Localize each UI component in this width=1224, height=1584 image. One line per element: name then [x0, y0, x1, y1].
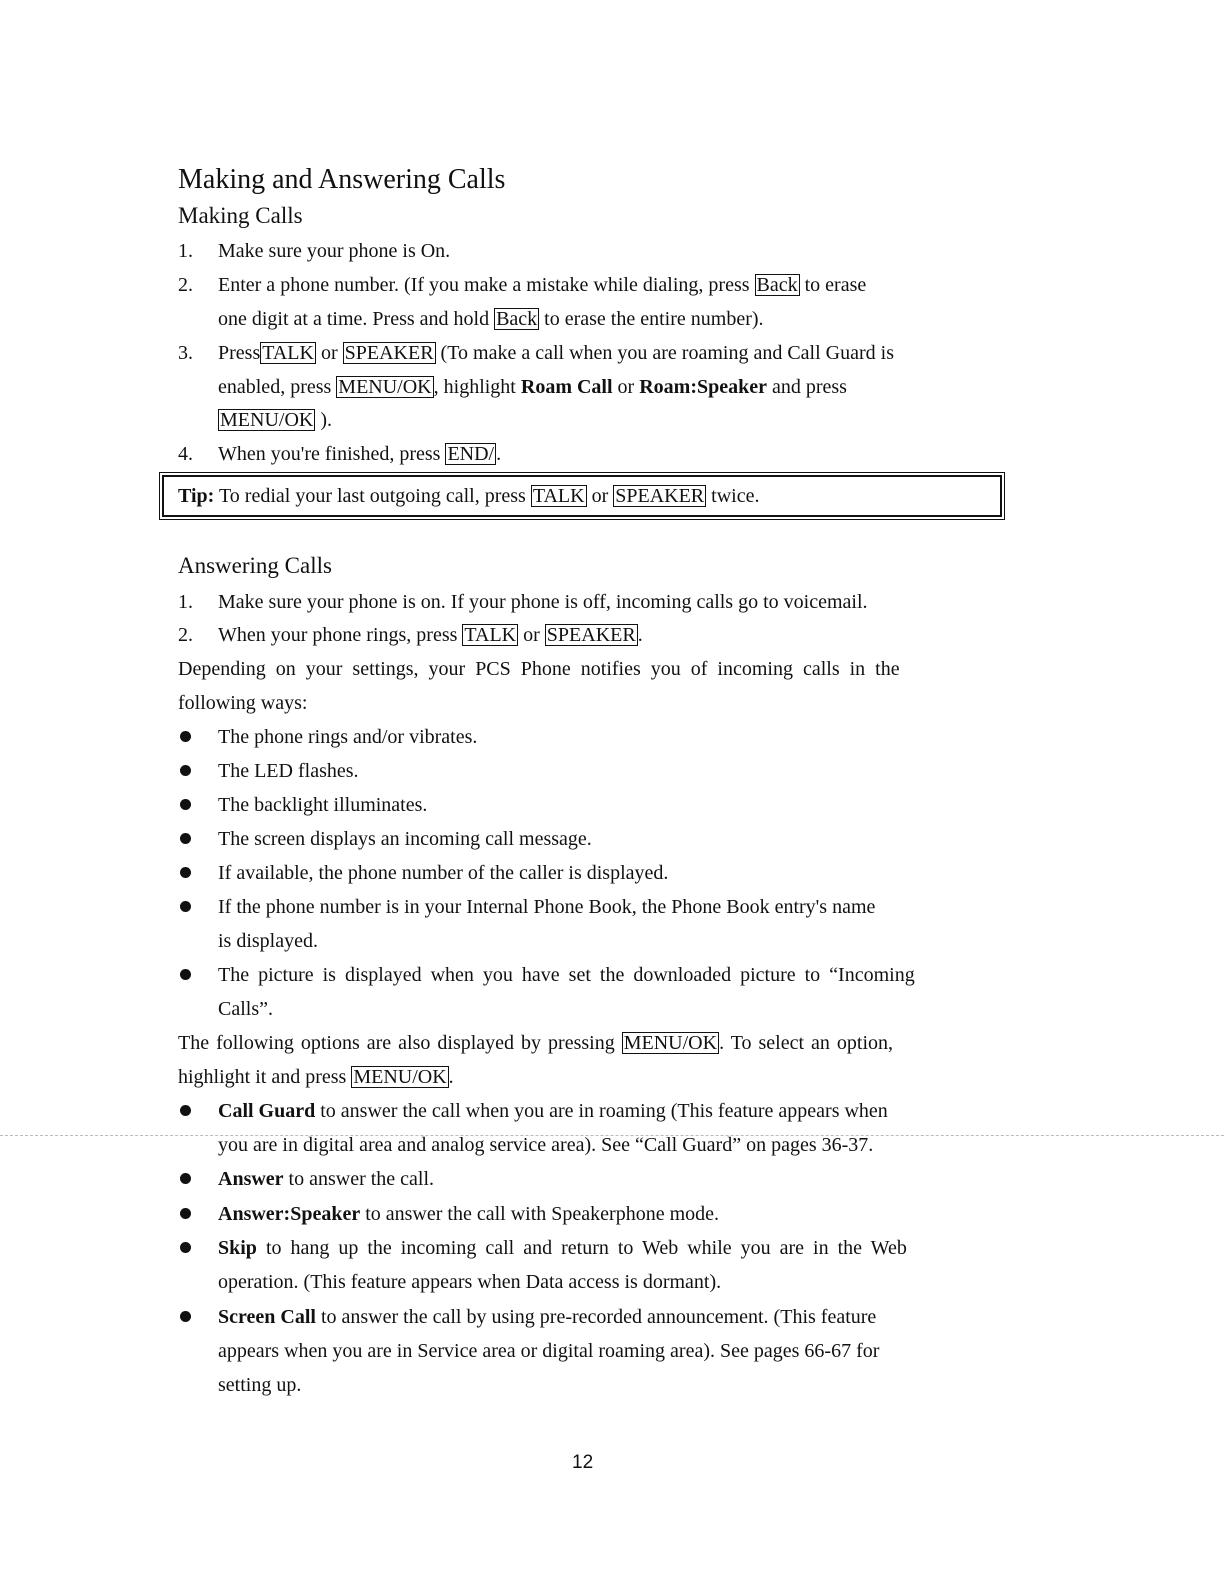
- step-number: 2.: [178, 274, 193, 296]
- menu-ok-key: MENU/OK: [338, 376, 432, 398]
- bullet-icon: [180, 1208, 191, 1219]
- menu-ok-key: MENU/OK: [353, 1066, 447, 1088]
- option-text: you are in digital area and analog service area). See “Call Guard” on pages 36-37.: [218, 1134, 874, 1156]
- page-title: Making and Answering Calls: [178, 164, 506, 195]
- paragraph-line: following ways:: [178, 692, 308, 714]
- step-number: 1.: [178, 591, 193, 613]
- step-text: one digit at a time. Press and hold Back to erase the entire number).: [218, 308, 764, 330]
- end-key: END/: [447, 443, 495, 465]
- paragraph-line: Depending on your settings, your PCS Phone notifies you of incoming calls in the: [178, 658, 900, 680]
- step-text: Enter a phone number. (If you make a mistake while dialing, press Back to erase: [218, 274, 867, 296]
- bullet-text: If the phone number is in your Internal Phone Book, the Phone Book entry's name: [218, 896, 876, 918]
- option-text: Answer to answer the call.: [218, 1168, 435, 1190]
- talk-key: TALK: [464, 624, 517, 646]
- step-number: 2.: [178, 624, 193, 646]
- bullet-icon: [180, 765, 191, 776]
- option-text: Answer:Speaker to answer the call with Speakerphone mode.: [218, 1203, 719, 1225]
- bullet-text: If available, the phone number of the caller is displayed.: [218, 862, 669, 884]
- bullet-text: is displayed.: [218, 930, 318, 952]
- bullet-icon: [180, 867, 191, 878]
- step-text: When you're finished, press END/ .: [218, 443, 502, 465]
- step-text: When your phone rings, press TALK or SPEAKER .: [218, 624, 643, 646]
- bullet-text: The screen displays an incoming call message.: [218, 828, 592, 850]
- page-number: 12: [572, 1452, 594, 1473]
- tip-label: Tip:: [178, 485, 215, 507]
- option-text: Screen Call to answer the call by using pre-recorded announcement. (This feature: [218, 1306, 877, 1328]
- option-text: appears when you are in Service area or digital roaming area). See pages 66-67 for: [218, 1340, 880, 1362]
- bullet-icon: [180, 1105, 191, 1116]
- speaker-key: SPEAKER: [546, 624, 636, 646]
- step-number: 3.: [178, 342, 193, 364]
- talk-key: TALK: [262, 342, 314, 364]
- step-text: enabled, press MENU/OK , highlight Roam Call or Roam:Speaker and press: [218, 376, 847, 398]
- bullet-text: Calls”.: [218, 998, 273, 1020]
- option-text: Skip to hang up the incoming call and return to Web while you are in the Web: [218, 1237, 907, 1259]
- paragraph-line: highlight it and press MENU/OK .: [178, 1066, 454, 1088]
- talk-key: TALK: [532, 485, 585, 507]
- bullet-text: The picture is displayed when you have set the downloaded picture to “Incoming: [218, 964, 915, 986]
- back-key: Back: [496, 308, 538, 330]
- option-text: operation. (This feature appears when Data access is dormant).: [218, 1271, 722, 1293]
- bullet-icon: [180, 799, 191, 810]
- bullet-text: The backlight illuminates.: [218, 794, 428, 816]
- bullet-icon: [180, 1173, 191, 1184]
- section-heading-making-calls: Making Calls: [178, 203, 303, 228]
- option-text: Call Guard to answer the call when you are in roaming (This feature appears when: [218, 1100, 888, 1122]
- bullet-icon: [180, 901, 191, 912]
- step-text: MENU/OK ).: [220, 409, 333, 431]
- scan-rule: [0, 1135, 1224, 1136]
- step-text: Make sure your phone is on. If your phone is off, incoming calls go to voicemail.: [218, 591, 868, 613]
- paragraph-line: The following options are also displayed by pressing MENU/OK . To select an option,: [178, 1032, 894, 1054]
- bullet-icon: [180, 731, 191, 742]
- speaker-key: SPEAKER: [344, 342, 434, 364]
- step-text: Make sure your phone is On.: [218, 240, 451, 262]
- step-number: 4.: [178, 443, 193, 465]
- bullet-icon: [180, 833, 191, 844]
- option-text: setting up.: [218, 1374, 302, 1396]
- bullet-text: The LED flashes.: [218, 760, 359, 782]
- bullet-text: The phone rings and/or vibrates.: [218, 726, 478, 748]
- speaker-key: SPEAKER: [615, 485, 705, 507]
- bullet-icon: [180, 969, 191, 980]
- back-key: Back: [756, 274, 798, 296]
- tip-box: [162, 475, 1002, 517]
- menu-ok-key: MENU/OK: [623, 1032, 718, 1054]
- step-number: 1.: [178, 240, 193, 262]
- tip-text: Tip: To redial your last outgoing call, press TALK or SPEAKER twice.: [178, 485, 760, 507]
- bullet-icon: [180, 1242, 191, 1253]
- section-heading-answering-calls: Answering Calls: [178, 553, 332, 578]
- menu-ok-key: MENU/OK: [220, 409, 314, 431]
- step-text: Press TALK or SPEAKER (To make a call when you are roaming and Call Guard is: [218, 342, 894, 364]
- bullet-icon: [180, 1311, 191, 1322]
